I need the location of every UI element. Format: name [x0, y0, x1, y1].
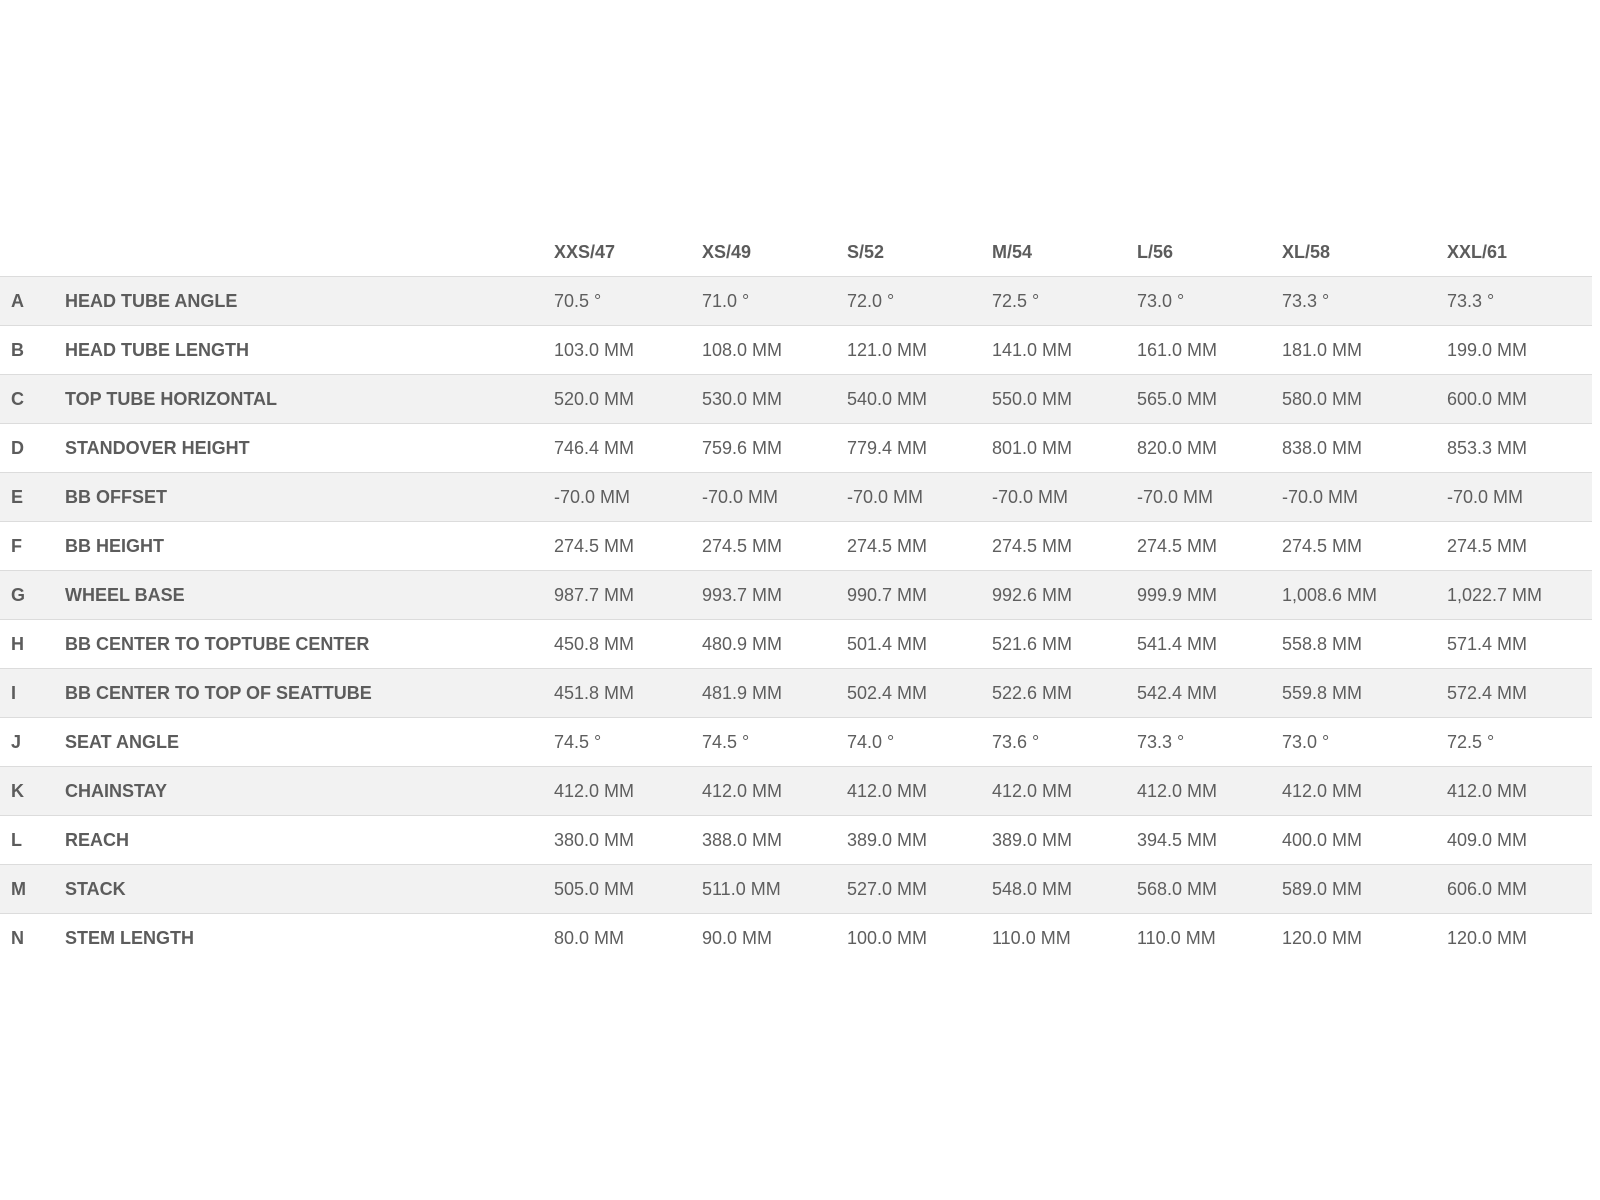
value-cell: 73.3 °	[1447, 290, 1495, 311]
value-cell: 394.5 MM	[1137, 829, 1218, 850]
value-cell: 580.0 MM	[1282, 388, 1363, 409]
value-cell: 199.0 MM	[1447, 339, 1528, 360]
row-letter: C	[11, 388, 24, 409]
value-cell: 110.0 MM	[1137, 927, 1216, 948]
row-letter: B	[11, 339, 24, 360]
table-row	[0, 522, 1592, 571]
value-cell: 565.0 MM	[1137, 388, 1218, 409]
value-cell: 992.6 MM	[992, 584, 1073, 605]
value-cell: 450.8 MM	[554, 633, 635, 654]
value-cell: 400.0 MM	[1282, 829, 1363, 850]
row-letter: D	[11, 437, 24, 458]
row-measure-label: SEAT ANGLE	[65, 731, 180, 752]
value-cell: 412.0 MM	[702, 780, 783, 801]
value-cell: 542.4 MM	[1137, 682, 1218, 703]
row-measure-label: BB CENTER TO TOP OF SEATTUBE	[65, 682, 372, 703]
value-cell: 501.4 MM	[847, 633, 928, 654]
table-row	[0, 865, 1592, 914]
value-cell: 502.4 MM	[847, 682, 928, 703]
value-cell: 600.0 MM	[1447, 388, 1528, 409]
value-cell: 161.0 MM	[1137, 339, 1218, 360]
value-cell: 181.0 MM	[1282, 339, 1363, 360]
value-cell: 838.0 MM	[1282, 437, 1363, 458]
row-measure-label: REACH	[65, 829, 130, 850]
value-cell: 568.0 MM	[1137, 878, 1218, 899]
row-measure-label: STANDOVER HEIGHT	[65, 437, 250, 458]
value-cell: -70.0 MM	[847, 486, 924, 507]
value-cell: 550.0 MM	[992, 388, 1073, 409]
value-cell: 389.0 MM	[992, 829, 1073, 850]
value-cell: -70.0 MM	[702, 486, 779, 507]
value-cell: 511.0 MM	[702, 878, 781, 899]
value-cell: 409.0 MM	[1447, 829, 1528, 850]
value-cell: 412.0 MM	[1447, 780, 1528, 801]
value-cell: 70.5 °	[554, 290, 602, 311]
size-header-xxs-47: XXS/47	[554, 241, 616, 262]
row-letter: I	[11, 682, 17, 703]
value-cell: 72.5 °	[992, 290, 1040, 311]
value-cell: 522.6 MM	[992, 682, 1073, 703]
size-header-xxl-61: XXL/61	[1447, 241, 1508, 262]
table-row	[0, 914, 1592, 963]
row-letter: J	[11, 731, 22, 752]
value-cell: 73.0 °	[1282, 731, 1330, 752]
header-letter-cell	[0, 228, 65, 277]
value-cell: 274.5 MM	[847, 535, 928, 556]
value-cell: 74.0 °	[847, 731, 895, 752]
value-cell: 558.8 MM	[1282, 633, 1363, 654]
value-cell: 274.5 MM	[554, 535, 635, 556]
table-body	[0, 277, 1592, 963]
value-cell: 987.7 MM	[554, 584, 635, 605]
row-measure-label: BB OFFSET	[65, 486, 167, 507]
value-cell: 74.5 °	[554, 731, 602, 752]
row-letter: F	[11, 535, 22, 556]
value-cell: 110.0 MM	[992, 927, 1071, 948]
value-cell: -70.0 MM	[554, 486, 631, 507]
geometry-table	[0, 228, 1592, 963]
value-cell: 274.5 MM	[1447, 535, 1528, 556]
row-letter: G	[11, 584, 26, 605]
row-measure-label: BB HEIGHT	[65, 535, 164, 556]
value-cell: 541.4 MM	[1137, 633, 1218, 654]
value-cell: 389.0 MM	[847, 829, 928, 850]
value-cell: -70.0 MM	[1447, 486, 1524, 507]
value-cell: 108.0 MM	[702, 339, 783, 360]
size-header-xs-49: XS/49	[702, 241, 752, 262]
header-row	[0, 228, 1592, 277]
value-cell: 1,008.6 MM	[1282, 584, 1378, 605]
size-header-l-56: L/56	[1137, 241, 1174, 262]
value-cell: 141.0 MM	[992, 339, 1073, 360]
row-letter: L	[11, 829, 22, 850]
value-cell: 759.6 MM	[702, 437, 783, 458]
row-measure-label: HEAD TUBE LENGTH	[65, 339, 249, 360]
row-measure-label: BB CENTER TO TOPTUBE CENTER	[65, 633, 370, 654]
table-row	[0, 571, 1592, 620]
value-cell: 548.0 MM	[992, 878, 1073, 899]
row-measure-label: STEM LENGTH	[65, 927, 194, 948]
value-cell: -70.0 MM	[1282, 486, 1359, 507]
value-cell: 274.5 MM	[992, 535, 1073, 556]
value-cell: -70.0 MM	[1137, 486, 1214, 507]
value-cell: 73.3 °	[1282, 290, 1330, 311]
value-cell: 72.0 °	[847, 290, 895, 311]
table-row	[0, 277, 1592, 326]
value-cell: 559.8 MM	[1282, 682, 1363, 703]
header-measure-cell	[65, 228, 554, 277]
value-cell: 521.6 MM	[992, 633, 1073, 654]
value-cell: -70.0 MM	[992, 486, 1069, 507]
row-measure-label: STACK	[65, 878, 126, 899]
size-header-m-54: M/54	[992, 241, 1033, 262]
row-letter: M	[11, 878, 26, 899]
row-letter: H	[11, 633, 24, 654]
value-cell: 571.4 MM	[1447, 633, 1528, 654]
value-cell: 853.3 MM	[1447, 437, 1528, 458]
value-cell: 120.0 MM	[1447, 927, 1528, 948]
value-cell: 274.5 MM	[1282, 535, 1363, 556]
value-cell: 274.5 MM	[702, 535, 783, 556]
row-letter: K	[11, 780, 24, 801]
value-cell: 820.0 MM	[1137, 437, 1218, 458]
value-cell: 540.0 MM	[847, 388, 928, 409]
value-cell: 412.0 MM	[1282, 780, 1363, 801]
value-cell: 530.0 MM	[702, 388, 783, 409]
value-cell: 1,022.7 MM	[1447, 584, 1543, 605]
table-row	[0, 669, 1592, 718]
value-cell: 606.0 MM	[1447, 878, 1528, 899]
value-cell: 412.0 MM	[847, 780, 928, 801]
value-cell: 999.9 MM	[1137, 584, 1218, 605]
value-cell: 451.8 MM	[554, 682, 635, 703]
value-cell: 801.0 MM	[992, 437, 1073, 458]
value-cell: 572.4 MM	[1447, 682, 1528, 703]
value-cell: 480.9 MM	[702, 633, 783, 654]
value-cell: 103.0 MM	[554, 339, 635, 360]
value-cell: 520.0 MM	[554, 388, 635, 409]
value-cell: 80.0 MM	[554, 927, 625, 948]
row-letter: E	[11, 486, 24, 507]
value-cell: 993.7 MM	[702, 584, 783, 605]
row-measure-label: WHEEL BASE	[65, 584, 185, 605]
table-row	[0, 620, 1592, 669]
value-cell: 73.0 °	[1137, 290, 1185, 311]
table-row	[0, 718, 1592, 767]
value-cell: 412.0 MM	[1137, 780, 1218, 801]
value-cell: 779.4 MM	[847, 437, 928, 458]
value-cell: 274.5 MM	[1137, 535, 1218, 556]
value-cell: 73.6 °	[992, 731, 1040, 752]
row-measure-label: HEAD TUBE ANGLE	[65, 290, 238, 311]
row-letter: A	[11, 290, 24, 311]
value-cell: 72.5 °	[1447, 731, 1495, 752]
value-cell: 388.0 MM	[702, 829, 783, 850]
table-row	[0, 767, 1592, 816]
value-cell: 90.0 MM	[702, 927, 773, 948]
table-row	[0, 424, 1592, 473]
value-cell: 412.0 MM	[554, 780, 635, 801]
value-cell: 412.0 MM	[992, 780, 1073, 801]
value-cell: 380.0 MM	[554, 829, 635, 850]
table-row	[0, 375, 1592, 424]
value-cell: 73.3 °	[1137, 731, 1185, 752]
value-cell: 481.9 MM	[702, 682, 783, 703]
value-cell: 990.7 MM	[847, 584, 928, 605]
value-cell: 74.5 °	[702, 731, 750, 752]
value-cell: 505.0 MM	[554, 878, 635, 899]
value-cell: 527.0 MM	[847, 878, 928, 899]
value-cell: 71.0 °	[702, 290, 750, 311]
table-row	[0, 816, 1592, 865]
size-header-xl-58: XL/58	[1282, 241, 1331, 262]
value-cell: 589.0 MM	[1282, 878, 1363, 899]
row-measure-label: CHAINSTAY	[65, 780, 168, 801]
size-header-s-52: S/52	[847, 241, 885, 262]
table-row	[0, 326, 1592, 375]
value-cell: 120.0 MM	[1282, 927, 1363, 948]
value-cell: 100.0 MM	[847, 927, 928, 948]
value-cell: 121.0 MM	[847, 339, 928, 360]
row-letter: N	[11, 927, 24, 948]
table-row	[0, 473, 1592, 522]
value-cell: 746.4 MM	[554, 437, 635, 458]
row-measure-label: TOP TUBE HORIZONTAL	[65, 388, 278, 409]
